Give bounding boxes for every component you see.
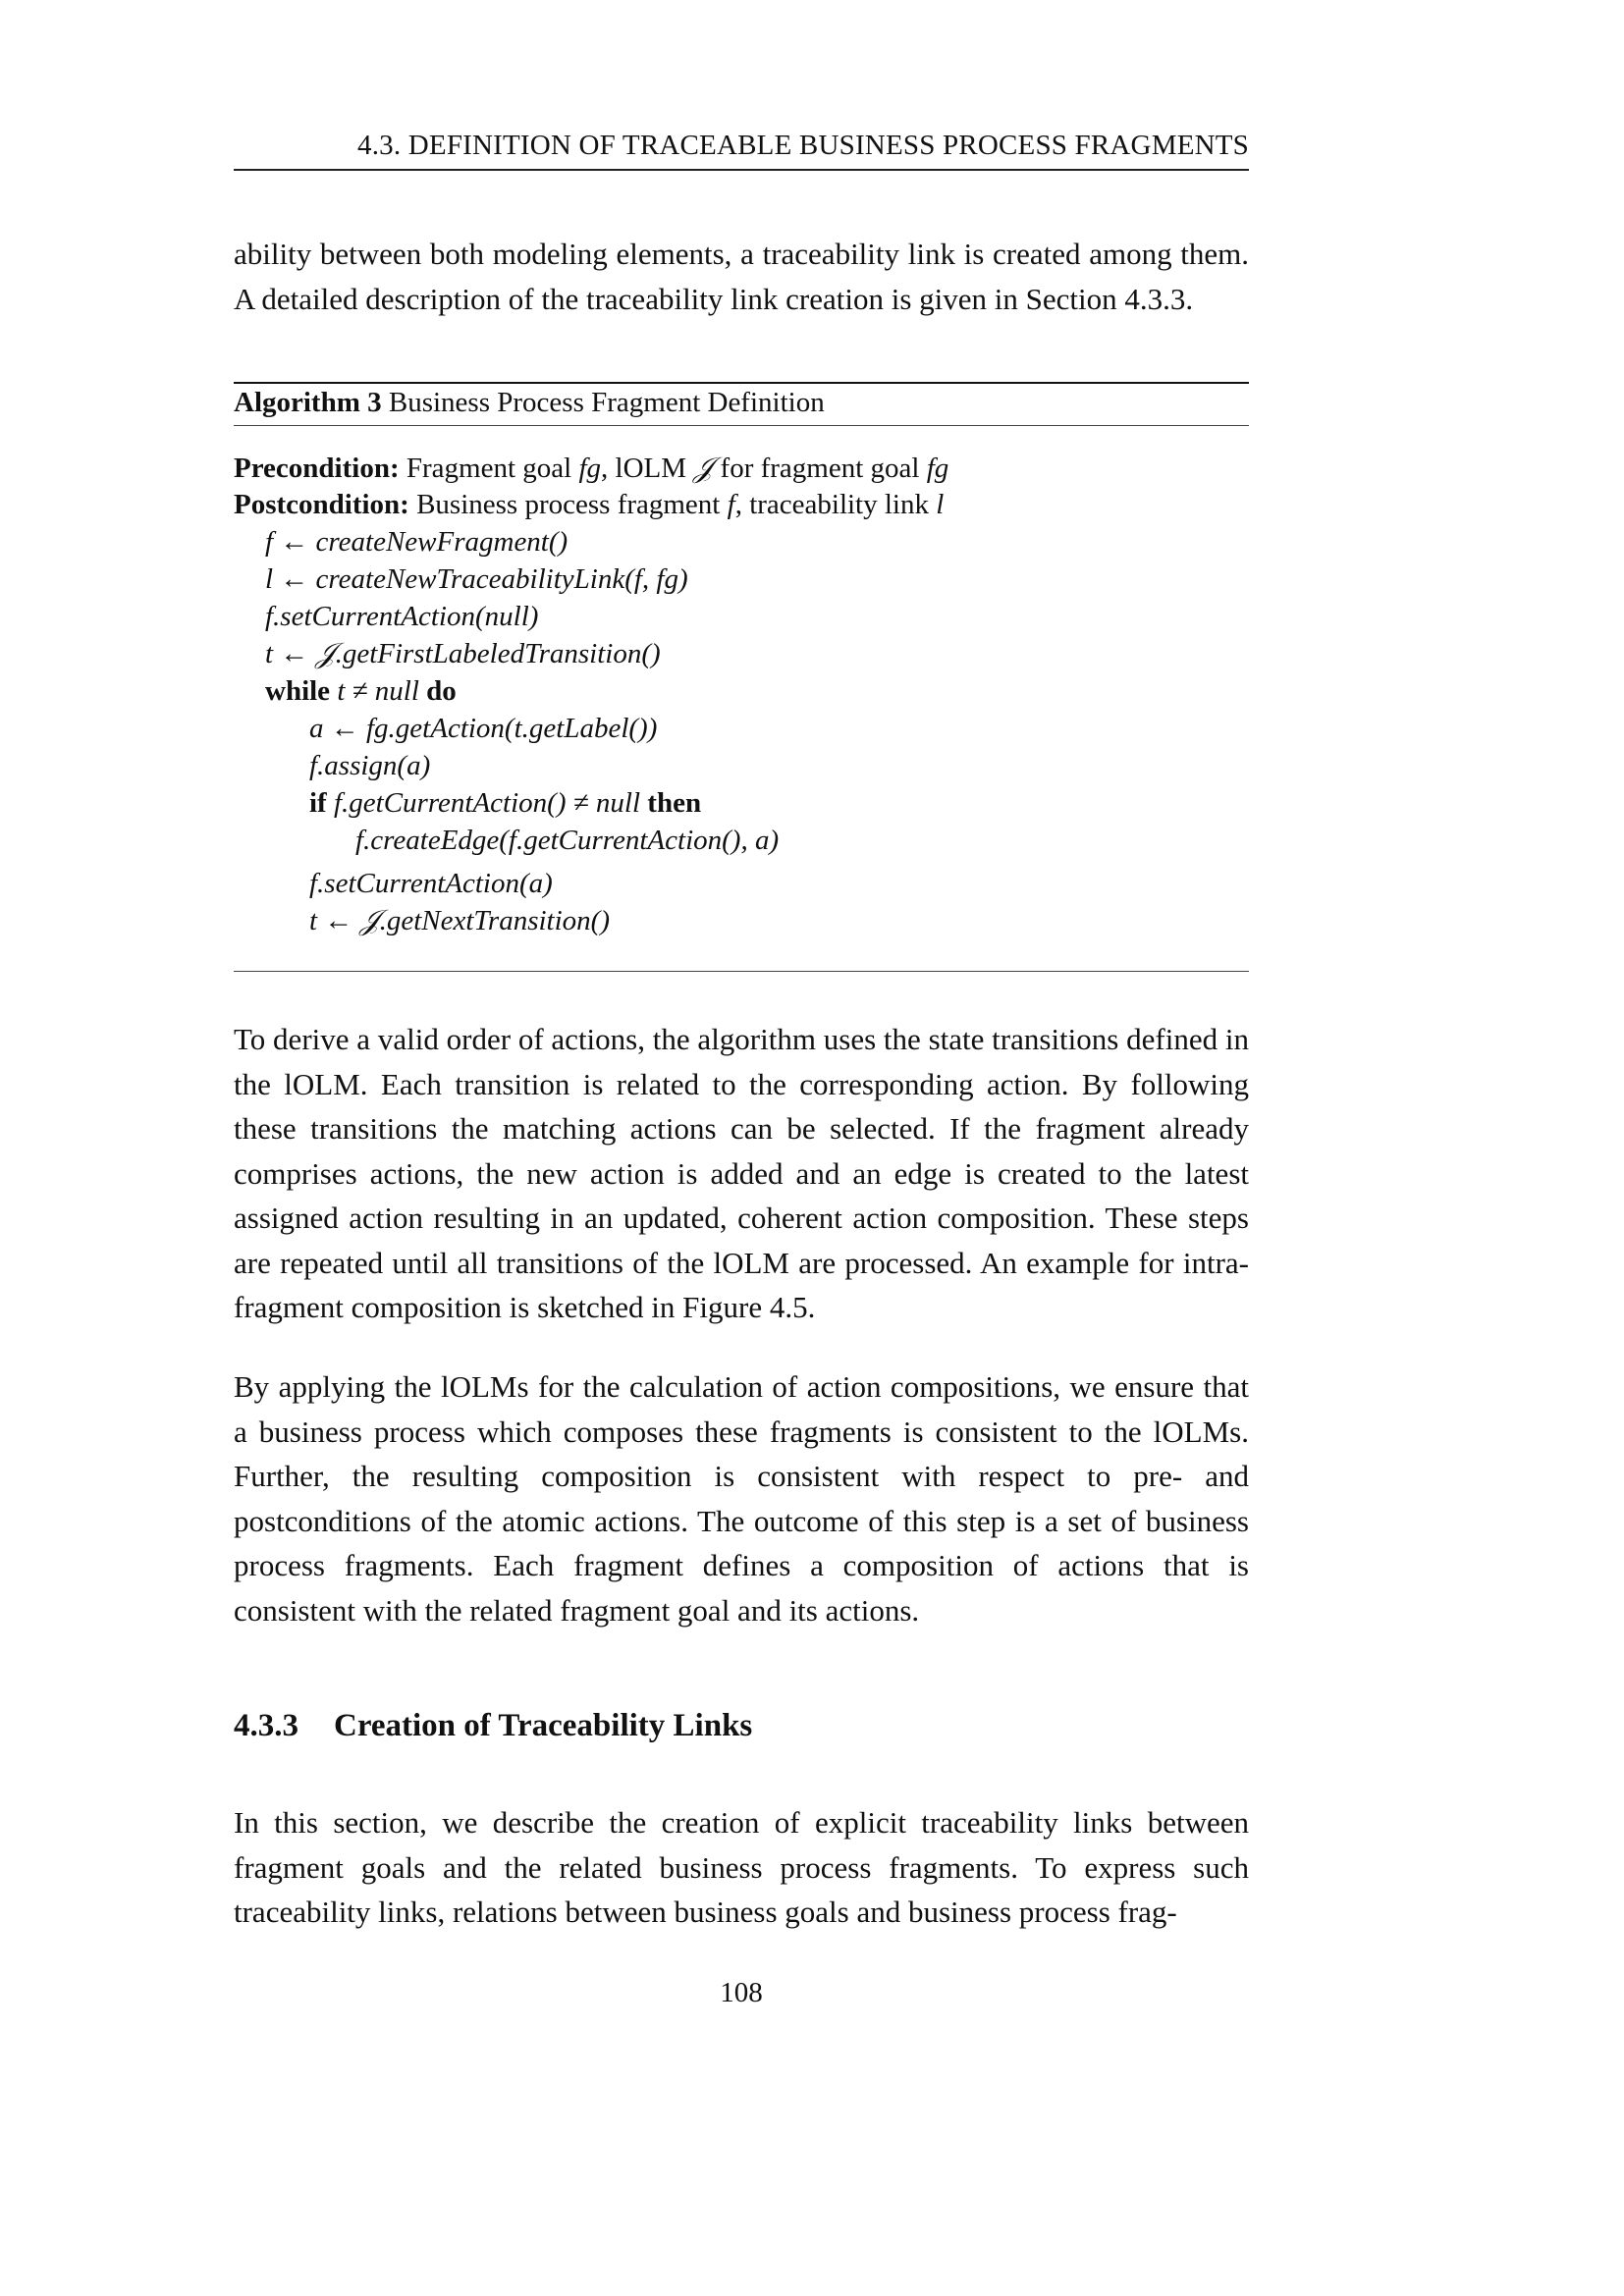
postcondition-text-2: , traceability link: [734, 489, 937, 520]
if-condition: f.getCurrentAction() ≠ null: [333, 787, 641, 819]
section-intro-paragraph: In this section, we describe the creation of explicit traceability links between fragment goals and the related business process fragments. To express such traceability links, relations between business goals and business process frag-: [234, 1805, 1249, 1929]
while-condition: t ≠ null: [337, 675, 419, 707]
postcondition-var-l: l: [936, 489, 945, 520]
postcondition-text: Business process fragment: [416, 489, 728, 520]
precondition-text-3: for fragment goal: [713, 453, 927, 484]
precondition-label: Precondition:: [234, 453, 400, 484]
precondition-var-fg-2: fg: [926, 453, 949, 484]
algorithm-postcondition: [234, 487, 944, 522]
section-number: 4.3.3: [234, 1708, 298, 1743]
precondition-text-2: , lOLM: [601, 453, 694, 484]
algorithm-caption-rule: [234, 425, 1249, 426]
algorithm-line-1: f ← createNewFragment(): [265, 526, 568, 558]
algorithm-line-4: t ← 𝒥.getFirstLabeledTransition(): [265, 638, 661, 669]
while-keyword: while: [265, 675, 331, 707]
algorithm-caption: [234, 383, 825, 422]
algorithm-bottom-rule: [234, 971, 1249, 972]
algorithm-line-9: f.createEdge(f.getCurrentAction(), a): [355, 825, 780, 856]
algorithm-precondition: [234, 450, 948, 486]
page-number: 108: [720, 1977, 763, 2008]
algorithm-line-3: f.setCurrentAction(null): [265, 601, 539, 632]
section-title: Creation of Traceability Links: [334, 1708, 753, 1743]
algorithm-line-2: l ← createNewTraceabilityLink(f, fg): [265, 563, 688, 595]
header-rule: [234, 169, 1249, 171]
algorithm-line-11: t ← 𝒥.getNextTransition(): [309, 905, 610, 936]
order-derivation-paragraph: To derive a valid order of actions, the algorithm uses the state transitions defined in the lOLM. Each transition is related to the corresponding action. By following these transitions the matching actions can be selected. If the fragment already comprises actions, the new action is added and an edge is created to the latest assigned action resulting in an updated, coherent action composition. These steps are repeated until all transitions of the lOLM are processed. An example for intra-fragment composition is sketched in Figure 4.5.: [234, 1022, 1249, 1324]
section-heading: [234, 1704, 752, 1747]
running-head: 4.3. DEFINITION OF TRACEABLE BUSINESS PROCESS FRAGMENTS: [357, 130, 1249, 161]
precondition-text: Fragment goal: [406, 453, 579, 484]
do-keyword: do: [426, 675, 457, 707]
precondition-var-j: 𝒥: [693, 451, 714, 484]
postcondition-label: Postcondition:: [234, 489, 409, 520]
algorithm-label: Algorithm 3: [234, 387, 382, 418]
intro-paragraph: ability between both modeling elements, a traceability link is created among them. A detailed description of the traceability link creation is given in Section 4.3.3.: [234, 237, 1249, 316]
algorithm-line-5: [265, 673, 457, 709]
if-keyword: if: [309, 787, 327, 819]
then-keyword: then: [647, 787, 702, 819]
algorithm-line-8: [309, 785, 701, 821]
algorithm-line-7: f.assign(a): [309, 750, 431, 781]
algorithm-title: Business Process Fragment Definition: [388, 387, 825, 418]
consistency-paragraph: By applying the lOLMs for the calculation of action compositions, we ensure that a business process which composes these fragments is consistent to the lOLMs. Further, the resulting composition is consistent with respect to pre- and postconditions of the atomic actions. The outcome of this step is a set of business process fragments. Each fragment defines a composition of actions that is consistent with the related fragment goal and its actions.: [234, 1369, 1249, 1628]
postcondition-var-f: f: [727, 489, 735, 520]
precondition-var-fg: fg: [578, 453, 602, 484]
algorithm-line-6: a ← fg.getAction(t.getLabel()): [309, 713, 658, 744]
algorithm-line-10: f.setCurrentAction(a): [309, 868, 553, 899]
